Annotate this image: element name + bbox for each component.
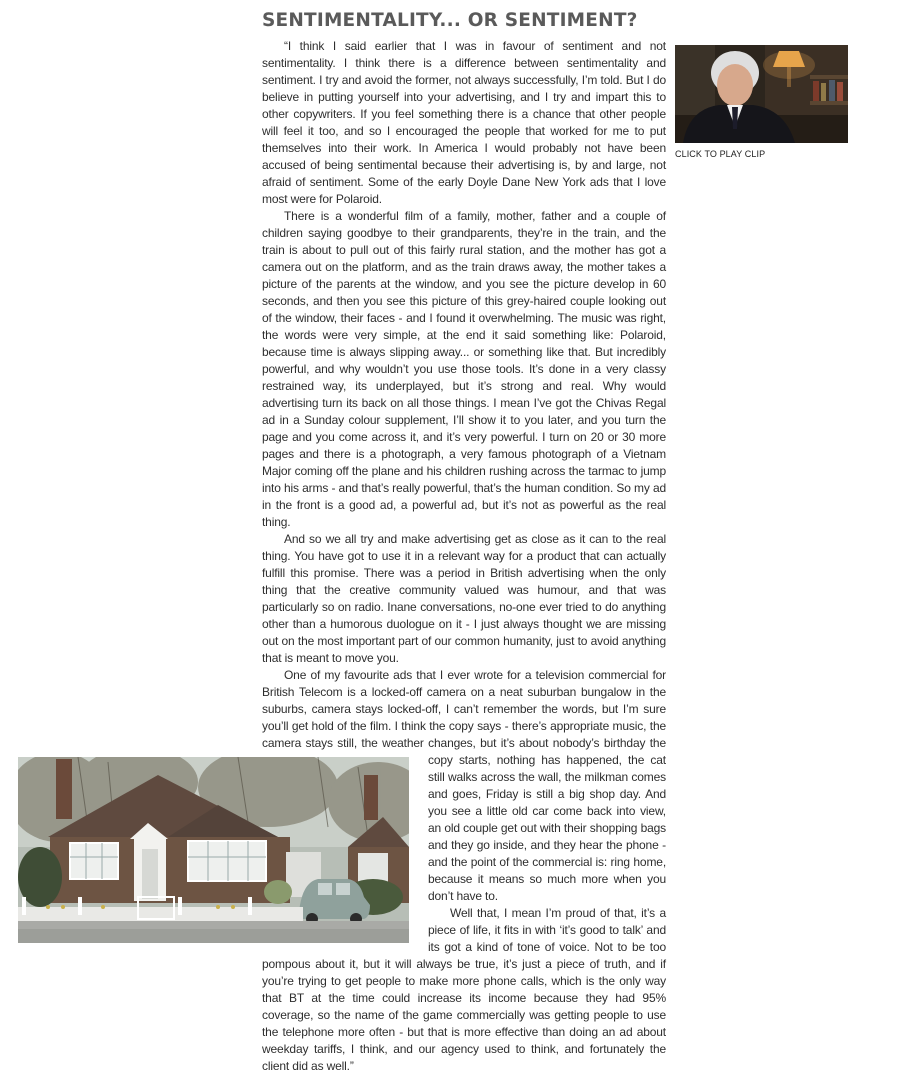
paragraph-2: There is a wonderful film of a family, mother, father and a couple of children saying goodbye to their grandparents, they’re in the train, and the train is about to pull out of this fairly rural station, and the mother has got a camera out on the platform, and as the train draws away, the mother takes a picture of the parents at the window, and you see the picture develop in 60 seconds, and then you see this picture of this grey-haired couple looking out of the window, their faces - and I found it overwhelming. The music was right, the words were very simple, at the end it said something like: Polaroid, because time is always slipping away... or something like that. But incredibly powerful, and why wouldn’t you use those tools. It’s done in a very classy restrained way, its underplayed, but it’s strong and real. Why would advertising turn its back on all those things. I mean I’ve got the Chivas Regal ad in a Sunday colour supplement, I’ll show it to you later, and you turn the page and you come across it, and it’s very powerful. I turn on 20 or 30 more pages and there is a photograph, a very famous photograph of a Vietnam Major coming off the plane and his children rushing across the tarmac to jump into his arms - and that’s really powerful, that’s the human condition. So my ad in the front is a good ad, a powerful ad, but it’s not as powerful as the real thing.	[262, 209, 666, 529]
paragraph-4-text: One of my favourite ads that I ever wrote for a television commercial for British Telecom is a locked-off camera on a neat suburban bungalow in the suburbs, camera stays locked-off, I can’t remember the words, but I’m sure you’ll get hold of the film. I think the copy says - there’s appropriate music, the camera stays still, the weather changes, but it’s about nobody’s	[262, 668, 666, 750]
paragraph-4-continued: birthday the copy starts, nothing has happened, the cat still walks across the wall, the milkman comes and goes, Friday is still a big shop day. And you see a little old car come back into view, an old couple get out with their shopping bags and they go inside, and they hear the phone - and the point of the commercial is: ring home, because it means so much more when you don’t have to.	[428, 736, 666, 903]
paragraph-5: Well that, I mean I’m proud of that, it’s a piece of life, it fits in with ‘it’s good to talk’ and its got a kind of tone of voice. Not to be too pompous about it, but it will always be true, it’s just a piece of truth, and if you’re trying to get people to make more phone calls, which is the only way that BT at the time could increase its income because they had 95% coverage, so the name of the game commercially was getting people to use the telephone more often - but that is more effective than doing an ad about weekday tariffs, I think, and our agency used to think, and fortunately the client did as well.”	[262, 906, 666, 1073]
video-thumbnail[interactable]	[675, 45, 848, 143]
paragraph-3: And so we all try and make advertising get as close as it can to the real thing. You have got to use it in a relevant way for a product that can actually fulfill this promise. There was a period in British advertising when the only thing that the creative community valued was humour, and that was particularly so on radio. Inane conversations, no-one ever tried to do anything other than a humorous duologue on it - I just always thought we are missing out on the most important part of our common humanity, just to avoid anything that is meant to move you.	[262, 532, 666, 665]
paragraph-1: “I think I said earlier that I was in favour of sentiment and not sentimentality. I think there is a difference between sentimentality and sentiment. I try and avoid the former, not always successfully, I’m told. But I do believe in putting yourself into your advertising, and I try and impart this to other copywriters. If you feel something there is a chance that other people will feel it too, and so I encouraged the people that worked for me to put themselves into their work. In America I would probably not have been accused of being sentimental because their advertising is, by and large, not afraid of sentiment. Some of the early Doyle Dane New York ads that I love most were for Polaroid.	[262, 39, 666, 206]
article-title: SENTIMENTALITY... OR SENTIMENT?	[262, 10, 638, 31]
bungalow-photo	[18, 757, 409, 943]
video-caption[interactable]: CLICK TO PLAY CLIP	[675, 149, 766, 159]
